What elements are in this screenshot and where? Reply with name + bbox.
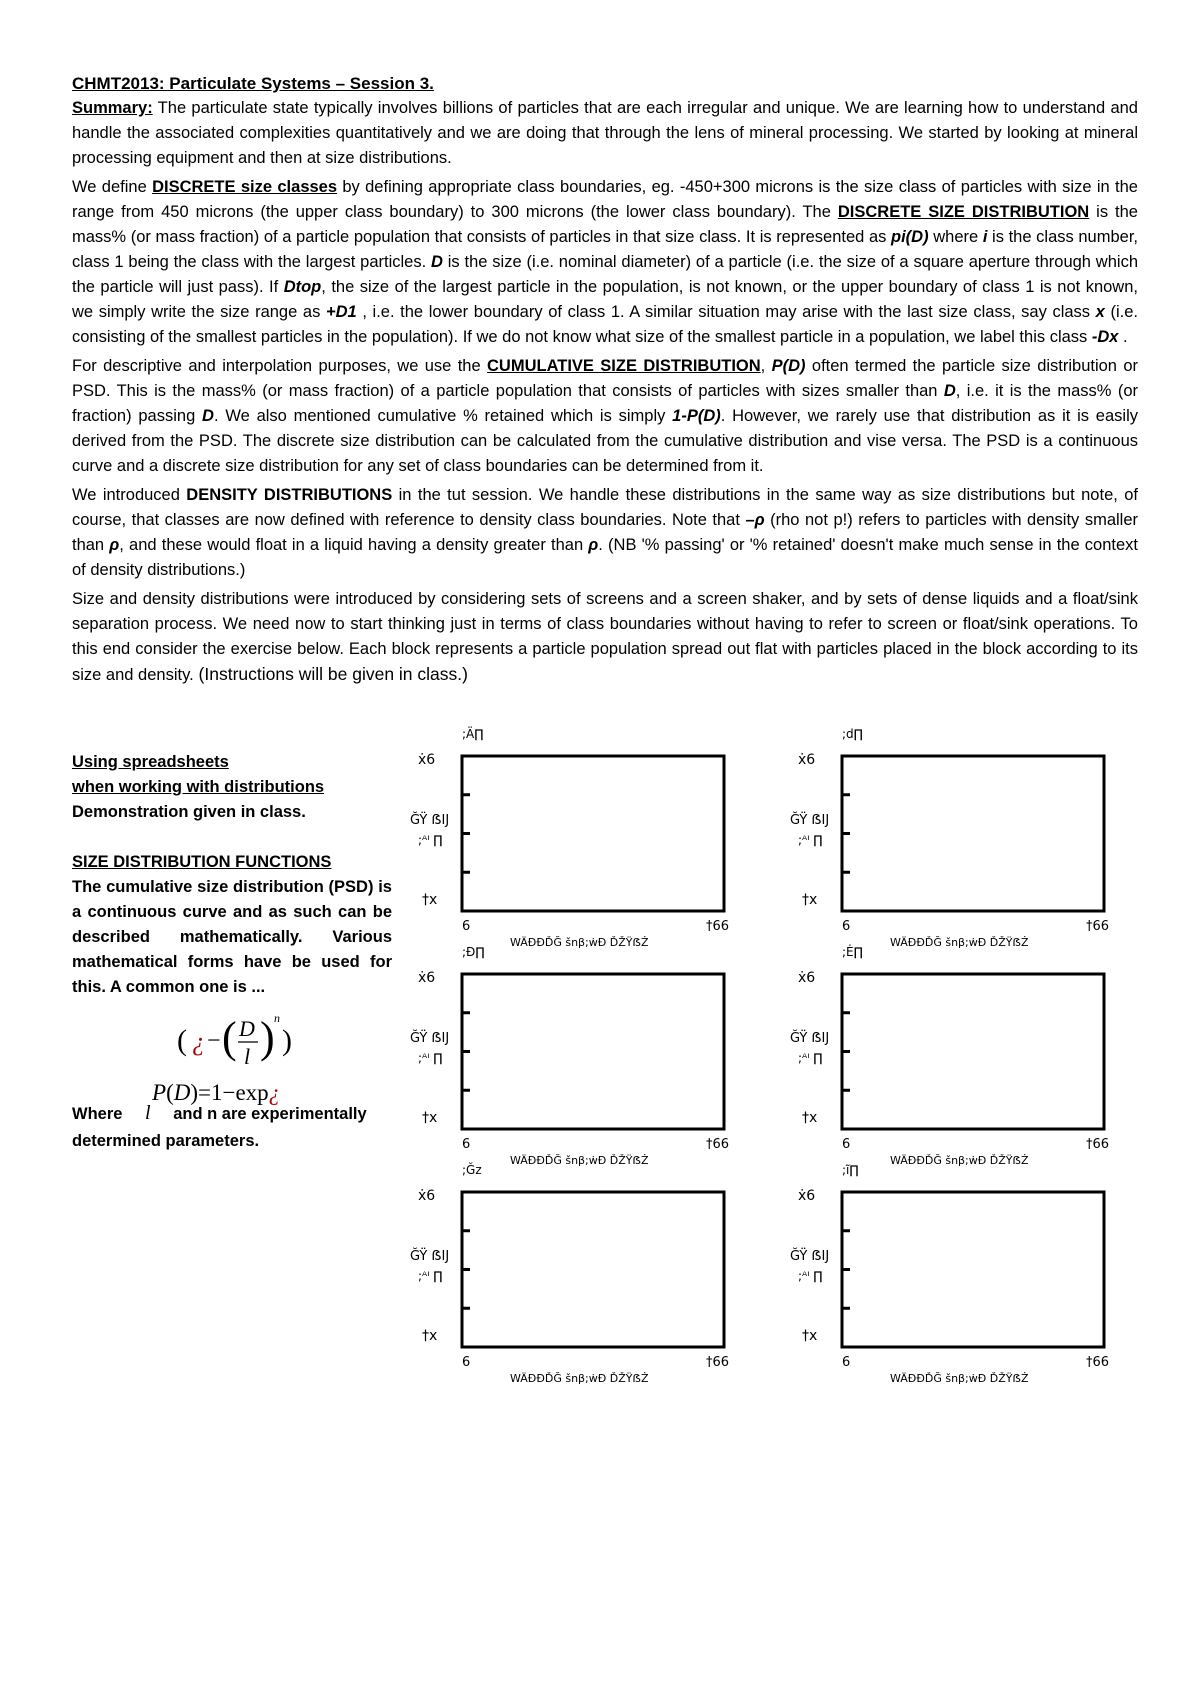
text-run: often termed the particle size distribution or PSD. This is the mass% (or mass fraction) of a particle population that consists of particles with sizes smaller than <box>72 357 1139 400</box>
plot-frame <box>842 1192 1104 1347</box>
exponent-n: n <box>274 1011 280 1025</box>
plot-frame <box>462 756 724 911</box>
x-axis-left-label: 6 <box>842 1137 851 1152</box>
term-cumulative: CUMULATIVE SIZE DISTRIBUTION <box>487 357 761 375</box>
y-axis-top-label: ẋ6 <box>418 970 436 986</box>
y-axis-top-label: ẋ6 <box>798 970 816 986</box>
text-run: is the class number, class 1 being the class with the largest particles. <box>72 228 1139 271</box>
x-axis-right-label: †66 <box>1086 919 1110 934</box>
x-axis-left-label: 6 <box>842 919 851 934</box>
text-run: , the size of the largest particle in the population, is not known, or the upper boundary of class 1 is not known, we simply write the size range as <box>72 278 1138 321</box>
plot-frame <box>462 974 724 1129</box>
plot-svg <box>784 1160 1164 1385</box>
y-axis-title-2: ;ᴬᴵ ∏ <box>418 833 443 847</box>
plot-svg <box>404 1160 784 1385</box>
density-size-plot-1 <box>404 724 784 949</box>
density-size-plot-5 <box>404 1160 784 1385</box>
y-axis-top-label: ẋ6 <box>418 752 436 768</box>
symbol-rho: ρ <box>588 536 599 554</box>
text-run: , i.e. it is the mass% (or fraction) passing <box>72 382 1138 425</box>
symbol-minus-rho: –ρ <box>745 511 765 529</box>
formula-graphic <box>72 1000 392 1110</box>
x-axis-right-label: †66 <box>706 1137 730 1152</box>
plot-label: ;ĩ∏ <box>842 1163 859 1177</box>
text-run: . However, we rarely use that distribution as it is easily derived from the PSD. The discrete size distribution can be calculated from the cumulative distribution and vise versa. The PSD is a continuous curve and a discrete size distribution for any set of class boundaries can be determined from it. <box>72 407 1138 475</box>
x-axis-right-label: †66 <box>706 919 730 934</box>
x-axis-title: WÄĐĐĎĞ šnβ;ẇĐ ĎŽŸẞŻ <box>890 1154 1029 1167</box>
formula-main-line: P(D)=1−exp¿ <box>152 1080 281 1105</box>
y-axis-title-1: ĞŸ ẞIJ <box>410 813 450 828</box>
size-functions-text: The cumulative size distribution (PSD) is a continuous curve and as such can be described mathematically. Various mathematical forms have be used for this. A common one is ... <box>72 878 392 996</box>
density-size-plot-4 <box>784 942 1164 1167</box>
exercise-plots <box>404 724 1184 1434</box>
x-axis-left-label: 6 <box>462 1355 471 1370</box>
paren-big-right: ) <box>260 1013 275 1062</box>
text-run: Size and density distributions were introduced by considering sets of screens and a screen shaker, and by sets of dense liquids and a float/sink separation process. We need now to start thinking just in terms of class boundaries without having to refer to screen or float/sink operations. To this end consider the exercise below. Each block represents a particle population spread out flat with particles placed in the block according to its size and density. <box>72 590 1138 684</box>
y-axis-top-label: ẋ6 <box>798 1188 816 1204</box>
density-paragraph <box>72 483 1138 583</box>
instructions-note: (Instructions will be given in class.) <box>193 664 468 684</box>
exercise-paragraph <box>72 587 1138 688</box>
glyph-unknown: ¿ <box>192 1027 205 1056</box>
y-axis-title-2: ;ᴬᴵ ∏ <box>798 1269 823 1283</box>
x-axis-right-label: †66 <box>1086 1137 1110 1152</box>
y-axis-top-label: ẋ6 <box>418 1188 436 1204</box>
y-axis-title-2: ;ᴬᴵ ∏ <box>798 833 823 847</box>
y-axis-bottom-label: †x <box>802 892 818 908</box>
plot-label: ;Đ∏ <box>462 945 485 959</box>
text-run: . <box>1118 328 1128 346</box>
text-run: , <box>760 357 772 375</box>
heading-size-functions: SIZE DISTRIBUTION FUNCTIONS <box>72 853 332 871</box>
text-run: is the mass% (or mass fraction) of a particle population that consists of particles in that size class. It is represented as <box>72 203 1138 246</box>
plot-frame <box>842 756 1104 911</box>
symbol-d: D <box>943 382 956 400</box>
summary-label: Summary: <box>72 99 153 117</box>
page-title: CHMT2013: Particulate Systems – Session 3. <box>72 74 434 93</box>
var-l: l <box>244 1044 251 1069</box>
plot-svg <box>404 942 784 1167</box>
plot-svg <box>784 724 1164 949</box>
text-run: . (NB '% passing' or '% retained' doesn't make much sense in the context of density distributions.) <box>72 536 1139 579</box>
symbol-l: l <box>145 1102 151 1124</box>
left-column <box>72 750 392 1000</box>
y-axis-title-1: ĞŸ ẞIJ <box>410 1031 450 1046</box>
x-axis-title: WÄĐĐĎĞ šnβ;ẇĐ ĎŽŸẞŻ <box>510 936 649 949</box>
text-run: We define <box>72 178 153 196</box>
density-size-plot-3 <box>404 942 784 1167</box>
text-run: We introduced <box>72 486 187 504</box>
paren-big-left: ( <box>222 1013 237 1062</box>
minus: − <box>207 1028 221 1054</box>
x-axis-left-label: 6 <box>462 1137 471 1152</box>
paren-right: ) <box>282 1024 292 1057</box>
symbol-dtop: Dtop <box>283 278 322 296</box>
plot-label: ;Ä∏ <box>462 727 484 741</box>
text-run: is the size (i.e. nominal diameter) of a particle (i.e. the size of a square aperture through which the particle will just pass). If <box>72 253 1138 296</box>
where-label: Where <box>72 1105 123 1123</box>
y-axis-top-label: ẋ6 <box>798 752 816 768</box>
plot-frame <box>842 974 1104 1129</box>
cumulative-paragraph <box>72 354 1138 479</box>
spacer <box>72 825 392 850</box>
text-run: (rho not p!) refers to particles with density smaller than <box>72 511 1138 554</box>
y-axis-title-1: ĞŸ ẞIJ <box>790 1249 830 1264</box>
text-run: by defining appropriate class boundaries, eg. -450+300 microns is the size class of particles with size in the range from 450 microns (the upper class boundary) to 300 microns (the lower class boundary). The <box>72 178 1138 221</box>
y-axis-bottom-label: †x <box>422 892 438 908</box>
y-axis-bottom-label: †x <box>802 1328 818 1344</box>
paren-left: ( <box>177 1024 187 1057</box>
symbol-p-d: P(D) <box>771 357 806 375</box>
text-run: (i.e. consisting of the smallest particles in the population). If we do not know what size of the smallest particle in a population, we label this class <box>72 303 1138 346</box>
y-axis-title-1: ĞŸ ẞIJ <box>790 813 830 828</box>
text-run: in the tut session. We handle these distributions in the same way as size distributions but note, of course, that classes are now defined with reference to density class boundaries. Note that <box>72 486 1138 529</box>
heading-spreadsheets-1: Using spreadsheets <box>72 753 229 771</box>
y-axis-bottom-label: †x <box>422 1328 438 1344</box>
text-run: , i.e. the lower boundary of class 1. A similar situation may arise with the last size class, say class <box>356 303 1096 321</box>
symbol-d: D <box>431 253 443 271</box>
symbol-d: D <box>202 407 214 425</box>
x-axis-right-label: †66 <box>706 1355 730 1370</box>
plot-label: ;d∏ <box>842 727 863 741</box>
symbol-retained: 1-P(D) <box>672 407 721 425</box>
summary-paragraph <box>72 96 1138 171</box>
lower-section <box>72 727 1172 1430</box>
y-axis-title-1: ĞŸ ẞIJ <box>410 1249 450 1264</box>
where-text <box>72 1100 402 1155</box>
symbol-x: x <box>1095 303 1105 321</box>
x-axis-title: WÄĐĐĎĞ šnβ;ẇĐ ĎŽŸẞŻ <box>890 1372 1029 1385</box>
text-run: For descriptive and interpolation purposes, we use the <box>72 357 487 375</box>
symbol-rho: ρ <box>109 536 120 554</box>
symbol-pi-d: pi(D) <box>891 228 929 246</box>
x-axis-title: WÄĐĐĎĞ šnβ;ẇĐ ĎŽŸẞŻ <box>890 936 1029 949</box>
y-axis-title-2: ;ᴬᴵ ∏ <box>418 1269 443 1283</box>
demo-text: Demonstration given in class. <box>72 803 306 821</box>
plot-svg <box>404 724 784 949</box>
symbol-plus-d1: +D1 <box>325 303 357 321</box>
text-run: , and these would float in a liquid having a density greater than <box>119 536 589 554</box>
summary-text: The particulate state typically involves billions of particles that are each irregular and unique. We are learning how to understand and handle the associated complexities quantitatively and we are doing that through the lens of mineral processing. We started by looking at mineral processing equipment and then at size distributions. <box>72 99 1138 167</box>
text-run: where <box>928 228 983 246</box>
y-axis-title-2: ;ᴬᴵ ∏ <box>798 1051 823 1065</box>
symbol-i: i <box>982 228 988 246</box>
plot-frame <box>462 1192 724 1347</box>
plot-label: ;Ğz <box>462 1163 482 1177</box>
x-axis-title: WÄĐĐĎĞ šnβ;ẇĐ ĎŽŸẞŻ <box>510 1372 649 1385</box>
term-discrete-distribution: DISCRETE SIZE DISTRIBUTION <box>837 203 1090 221</box>
document-body <box>72 72 1138 692</box>
heading-spreadsheets-2: when working with distributions <box>72 778 325 796</box>
y-axis-title-1: ĞŸ ẞIJ <box>790 1031 830 1046</box>
y-axis-bottom-label: †x <box>422 1110 438 1126</box>
term-discrete-classes: DISCRETE size classes <box>152 178 338 196</box>
discrete-classes-paragraph <box>72 175 1138 350</box>
plot-label: ;Ė∏ <box>842 945 863 959</box>
x-axis-left-label: 6 <box>842 1355 851 1370</box>
y-axis-bottom-label: †x <box>802 1110 818 1126</box>
term-density: DENSITY DISTRIBUTIONS <box>186 486 393 504</box>
text-run: . We also mentioned cumulative % retained which is simply <box>213 407 673 425</box>
y-axis-title-2: ;ᴬᴵ ∏ <box>418 1051 443 1065</box>
psd-formula <box>72 1000 392 1110</box>
symbol-minus-dx: -Dx <box>1091 328 1119 346</box>
var-d: D <box>239 1016 255 1041</box>
plot-svg <box>784 942 1164 1167</box>
where-desc: and n are experimentally determined parameters. <box>72 1105 367 1150</box>
density-size-plot-2 <box>784 724 1164 949</box>
x-axis-left-label: 6 <box>462 919 471 934</box>
density-size-plot-6 <box>784 1160 1164 1385</box>
x-axis-title: WÄĐĐĎĞ šnβ;ẇĐ ĎŽŸẞŻ <box>510 1154 649 1167</box>
x-axis-right-label: †66 <box>1086 1355 1110 1370</box>
